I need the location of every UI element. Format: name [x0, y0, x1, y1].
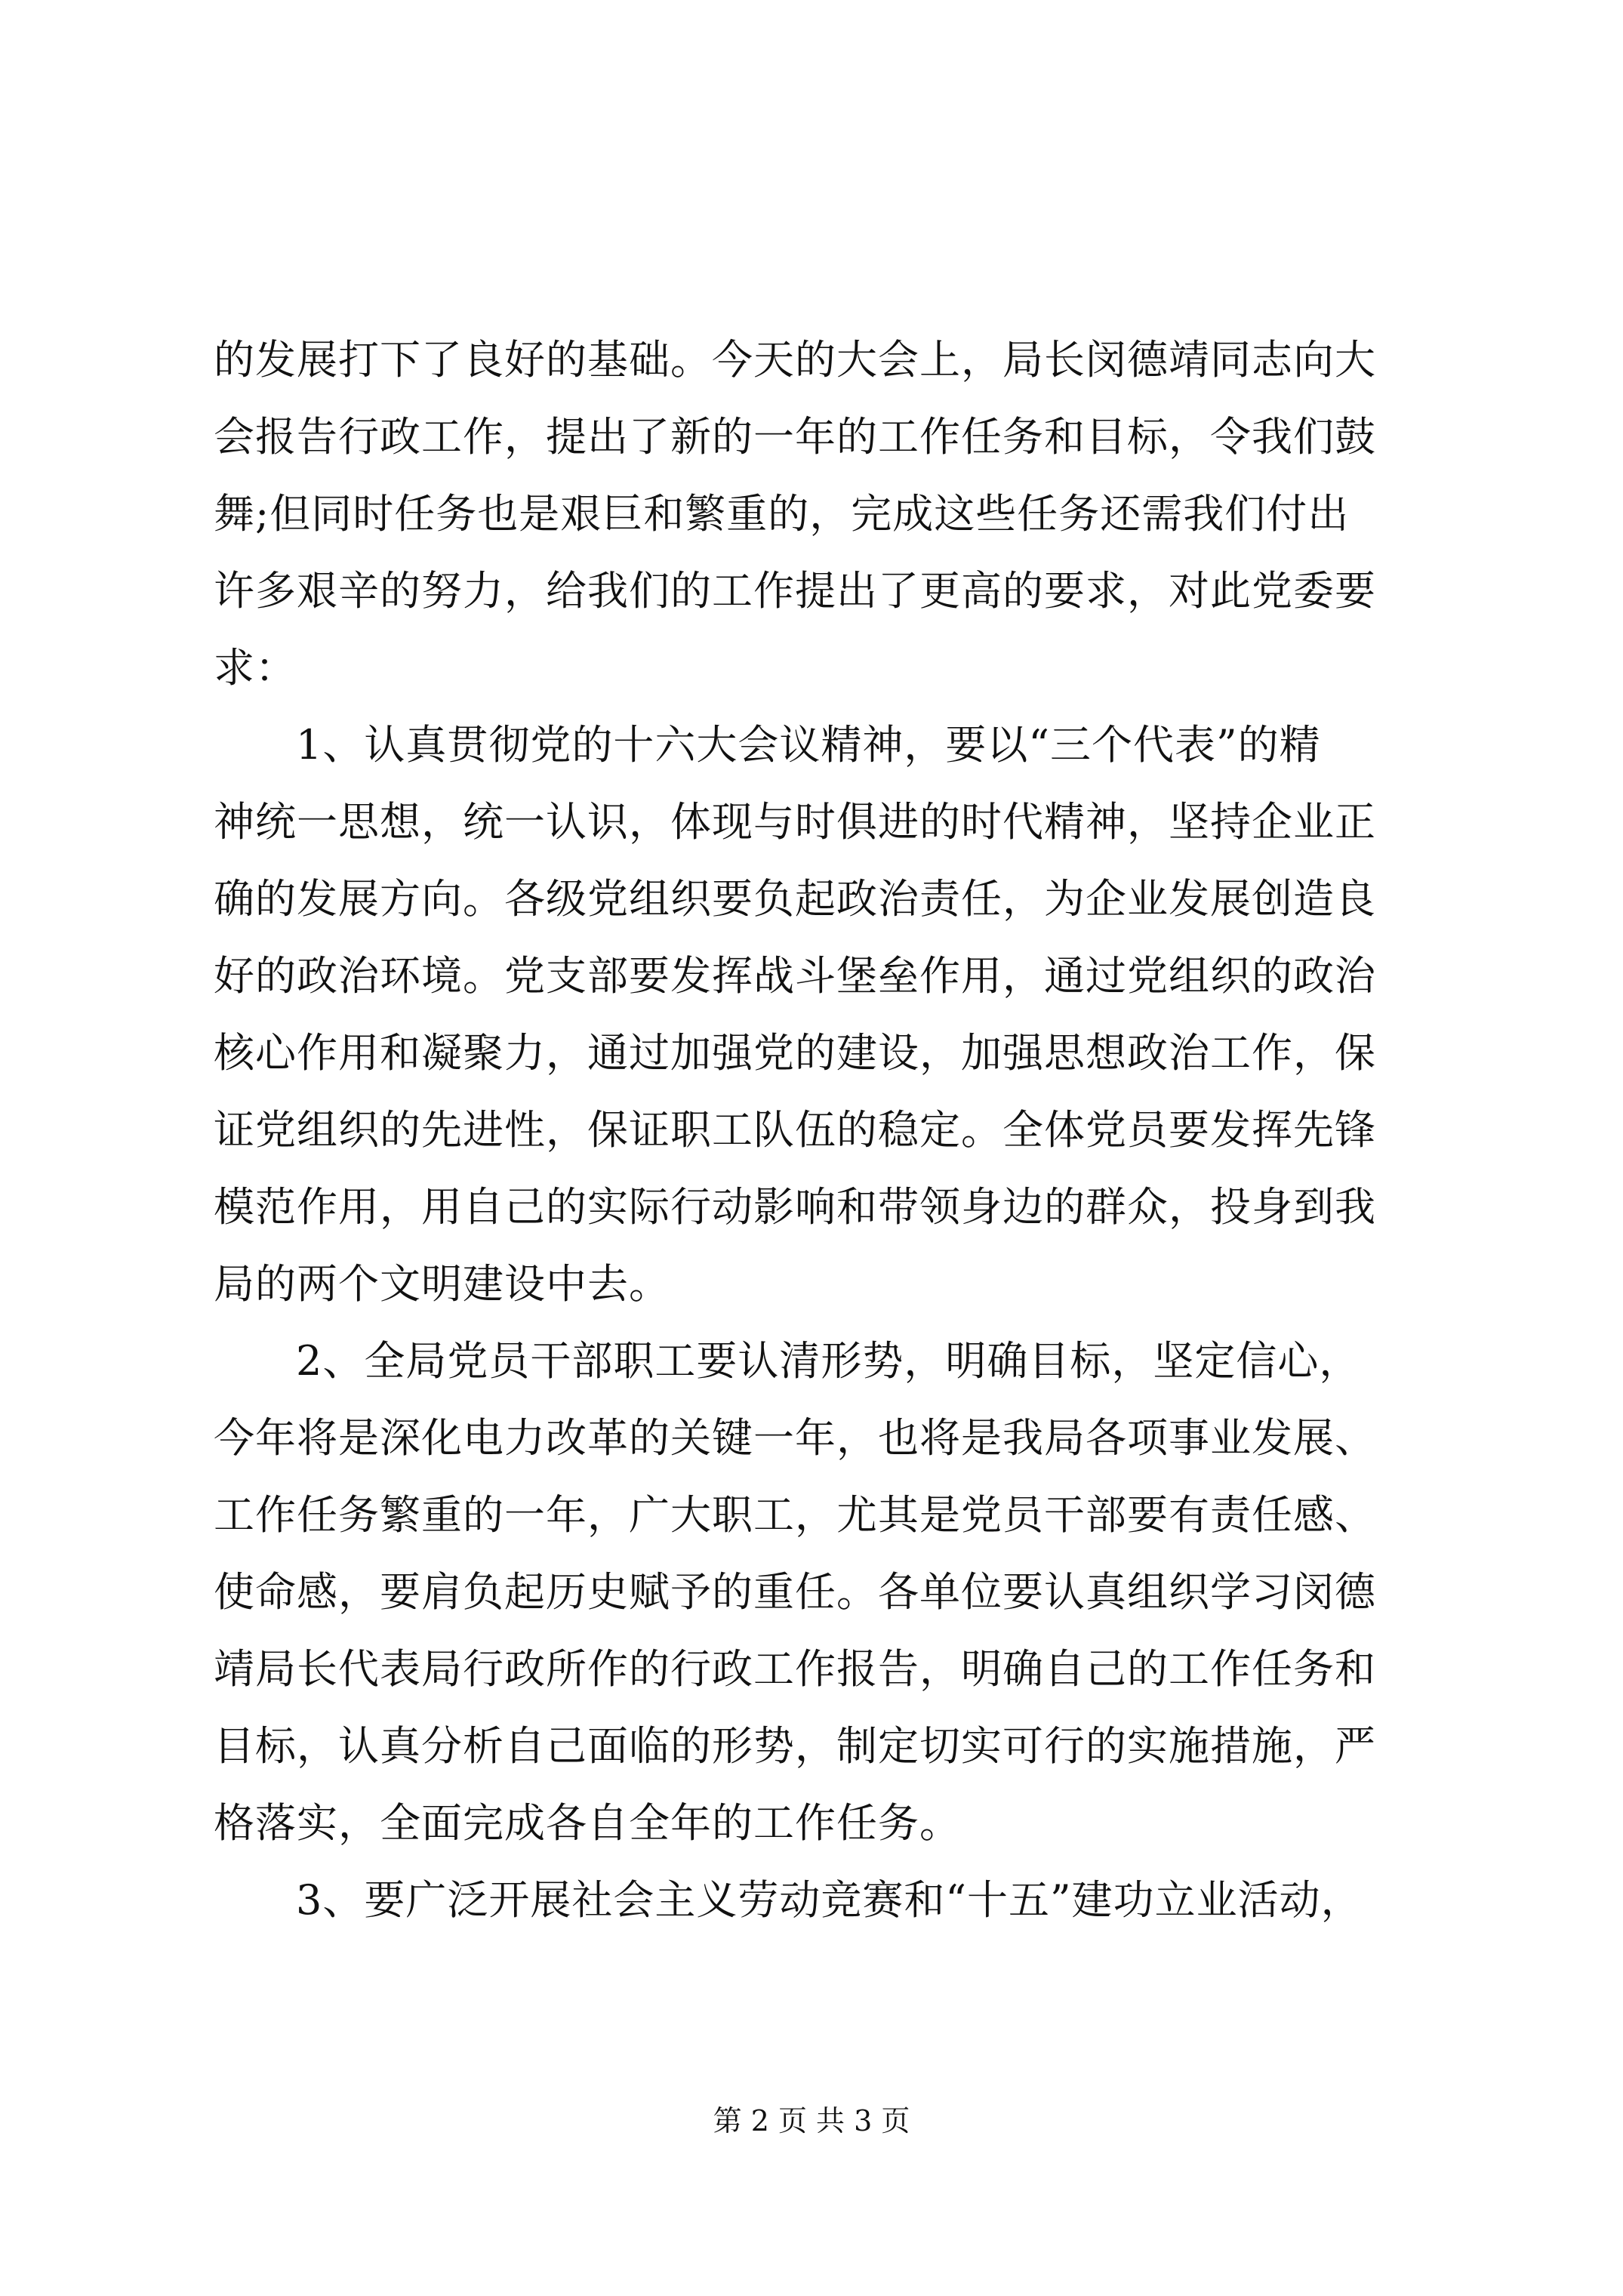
text-line: 的发展打下了良好的基础。今天的大会上，局长闵德靖同志向大: [214, 336, 1376, 384]
text-line: 模范作用，用自己的实际行动影响和带领身边的群众，投身到我: [214, 1183, 1376, 1231]
text-line: 目标，认真分析自己面临的形势，制定切实可行的实施措施，严: [214, 1722, 1376, 1770]
text-line: 好的政治环境。党支部要发挥战斗堡垒作用，通过党组织的政治: [214, 952, 1376, 1000]
text-line: 今年将是深化电力改革的关键一年，也将是我局各项事业发展、: [214, 1414, 1376, 1462]
text-line: 神统一思想，统一认识，体现与时俱进的时代精神，坚持企业正: [214, 798, 1376, 846]
text-line: 会报告行政工作，提出了新的一年的工作任务和目标，令我们鼓: [214, 413, 1376, 461]
text-line: 工作任务繁重的一年，广大职工，尤其是党员干部要有责任感、: [214, 1491, 1376, 1539]
text-line: 确的发展方向。各级党组织要负起政治责任，为企业发展创造良: [214, 875, 1376, 923]
paragraph-3-start: 3、要广泛开展社会主义劳动竞赛和“十五”建功立业活动，: [296, 1876, 1363, 1924]
text-line: 核心作用和凝聚力，通过加强党的建设，加强思想政治工作，保: [214, 1029, 1376, 1077]
text-line: 舞;但同时任务也是艰巨和繁重的，完成这些任务还需我们付出: [214, 490, 1350, 538]
text-line: 求：: [214, 644, 297, 692]
paragraph-2-start: 2、全局党员干部职工要认清形势，明确目标，坚定信心，: [296, 1337, 1361, 1385]
text-line: 局的两个文明建设中去。: [214, 1260, 670, 1308]
text-line: 证党组织的先进性，保证职工队伍的稳定。全体党员要发挥先锋: [214, 1106, 1376, 1154]
text-line: 靖局长代表局行政所作的行政工作报告，明确自己的工作任务和: [214, 1645, 1376, 1693]
text-line: 许多艰辛的努力，给我们的工作提出了更高的要求，对此党委要: [214, 567, 1376, 615]
text-line: 使命感，要肩负起历史赋予的重任。各单位要认真组织学习闵德: [214, 1568, 1376, 1616]
page-footer: 第 2 页 共 3 页: [713, 2104, 910, 2137]
paragraph-1-start: 1、认真贯彻党的十六大会议精神，要以“三个代表”的精: [296, 721, 1321, 769]
text-line: 格落实，全面完成各自全年的工作任务。: [214, 1799, 961, 1847]
